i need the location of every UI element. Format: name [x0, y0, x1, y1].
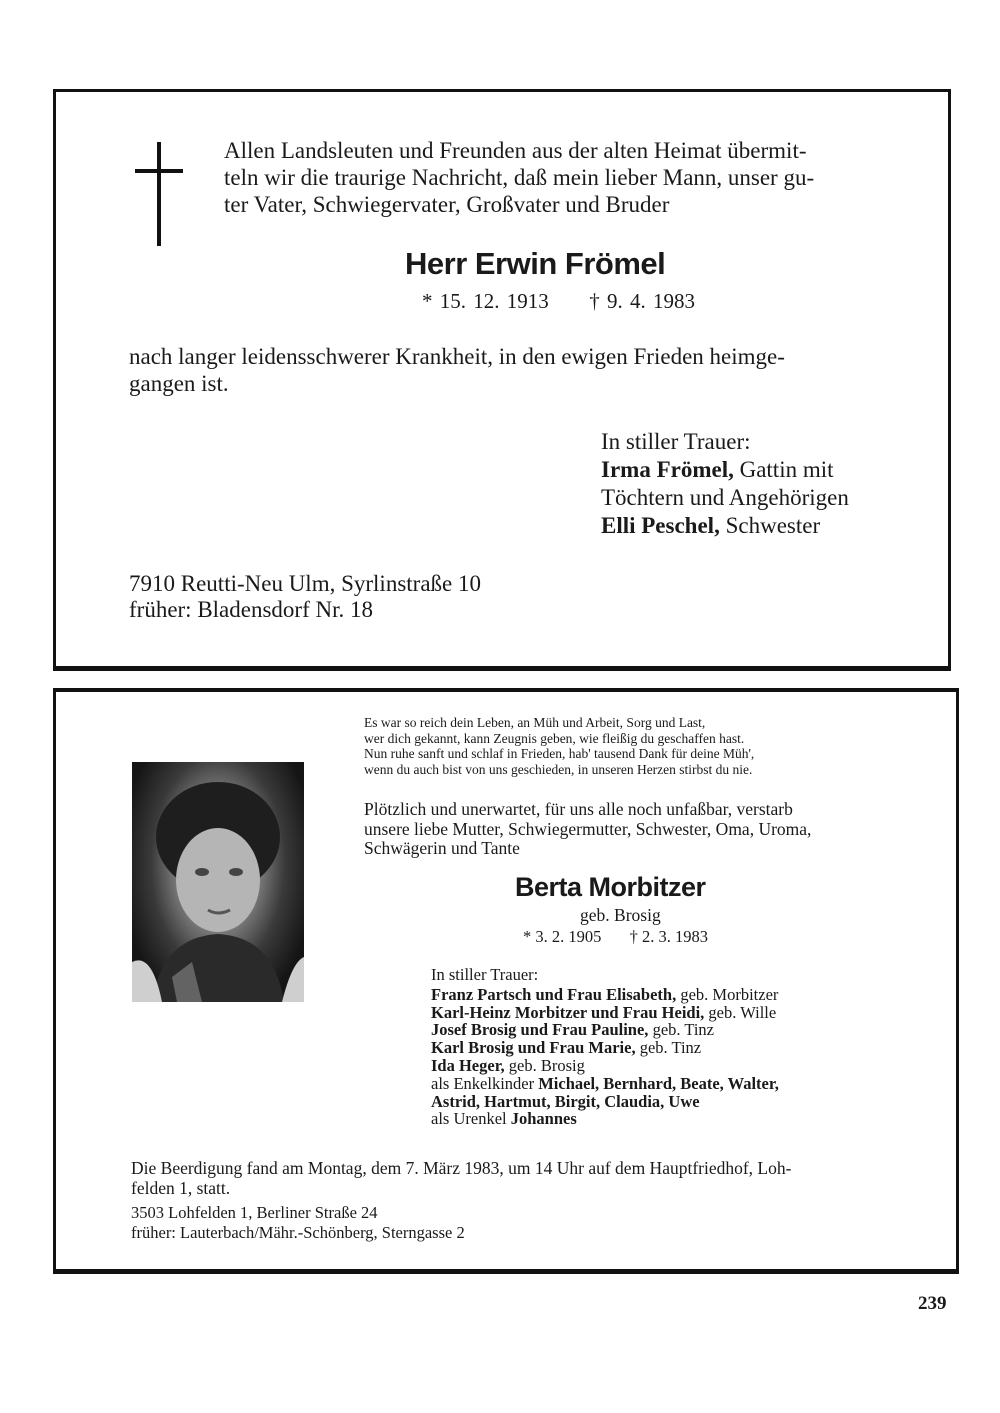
address-line: 3503 Lohfelden 1, Berliner Straße 24 — [131, 1203, 378, 1222]
portrait-photo — [132, 762, 304, 1002]
address-line: früher: Lauterbach/Mähr.-Schönberg, Sterngasse 2 — [131, 1222, 465, 1242]
mourners-block — [601, 428, 849, 540]
passing-line: gangen ist. — [129, 371, 229, 396]
obituary-notice-morbitzer — [53, 688, 959, 1274]
address-line: früher: Bladensdorf Nr. 18 — [129, 597, 373, 622]
family-line: Karl Brosig und Frau Marie, geb. Tinz — [431, 1038, 702, 1058]
deceased-name: Berta Morbitzer — [515, 872, 706, 902]
family-line: als Enkelkinder Michael, Bernhard, Beate, Walter, — [431, 1073, 779, 1093]
poem — [364, 715, 754, 777]
funeral-line: felden 1, statt. — [131, 1177, 231, 1198]
family-line: als Urenkel Johannes — [431, 1109, 577, 1129]
deceased-name: Herr Erwin Frömel — [405, 246, 666, 281]
family-list — [431, 966, 779, 1128]
portrait-image — [132, 762, 304, 1002]
intro-line: Plötzlich und unerwartet, für uns alle noch unfaßbar, verstarb — [364, 799, 793, 819]
address-line: 7910 Reutti-Neu Ulm, Syrlinstraße 10 — [129, 571, 481, 596]
passing-text — [129, 343, 785, 397]
notice-intro — [364, 800, 811, 859]
family-line: Josef Brosig und Frau Pauline, geb. Tinz — [431, 1020, 714, 1040]
mourner-line: Irma Frömel, Gattin mit — [601, 457, 834, 482]
mourner-line: Elli Peschel, Schwester — [601, 513, 821, 538]
family-line: Franz Partsch und Frau Elisabeth, geb. Morbitzer — [431, 984, 779, 1004]
mourning-label: In stiller Trauer: — [601, 429, 751, 454]
death-date: † 9. 4. 1983 — [589, 289, 695, 313]
intro-line: Schwägerin und Tante — [364, 838, 520, 858]
birth-date: * 3. 2. 1905 — [523, 927, 602, 946]
poem-line: Es war so reich dein Leben, an Müh und Arbeit, Sorg und Last, — [364, 715, 706, 730]
passing-line: nach langer leidensschwerer Krankheit, in den ewigen Frieden heimge- — [129, 344, 785, 369]
life-dates — [422, 289, 695, 314]
family-line: Astrid, Hartmut, Birgit, Claudia, Uwe — [431, 1091, 700, 1111]
poem-line: wer dich gekannt, kann Zeugnis geben, wie fleißig du geschaffen hast. — [364, 730, 745, 746]
cross-icon — [157, 142, 161, 246]
intro-line: Allen Landsleuten und Freunden aus der alten Heimat übermit- — [224, 138, 807, 163]
intro-line: teln wir die traurige Nachricht, daß mein lieber Mann, unser gu- — [224, 165, 815, 190]
cross-icon-bar — [135, 169, 183, 173]
birth-date: * 15. 12. 1913 — [422, 289, 549, 313]
poem-line: Nun ruhe sanft und schlaf in Frieden, hab' tausend Dank für deine Müh', — [364, 746, 755, 761]
family-line: Ida Heger, geb. Brosig — [431, 1055, 585, 1075]
intro-line: unsere liebe Mutter, Schwiegermutter, Schwester, Oma, Uroma, — [364, 818, 812, 839]
mourner-line: Töchtern und Angehörigen — [601, 485, 849, 510]
born-as: geb. Brosig — [580, 905, 661, 925]
life-dates — [523, 927, 708, 947]
address-block — [129, 571, 481, 623]
intro-line: ter Vater, Schwiegervater, Großvater und Bruder — [224, 192, 670, 217]
obituary-notice-froemel — [53, 89, 951, 671]
poem-line: wenn du auch bist von uns geschieden, in unseren Herzen stirbst du nie. — [364, 761, 753, 777]
address-block — [131, 1203, 465, 1242]
mourning-label: In stiller Trauer: — [431, 965, 539, 984]
family-line: Karl-Heinz Morbitzer und Frau Heidi, geb. Wille — [431, 1002, 777, 1022]
funeral-line: Die Beerdigung fand am Montag, dem 7. März 1983, um 14 Uhr auf dem Hauptfriedhof, Loh- — [131, 1158, 792, 1178]
notice-intro — [224, 137, 814, 218]
funeral-text — [131, 1159, 791, 1198]
death-date: † 2. 3. 1983 — [629, 927, 708, 946]
page-number: 239 — [918, 1293, 947, 1314]
